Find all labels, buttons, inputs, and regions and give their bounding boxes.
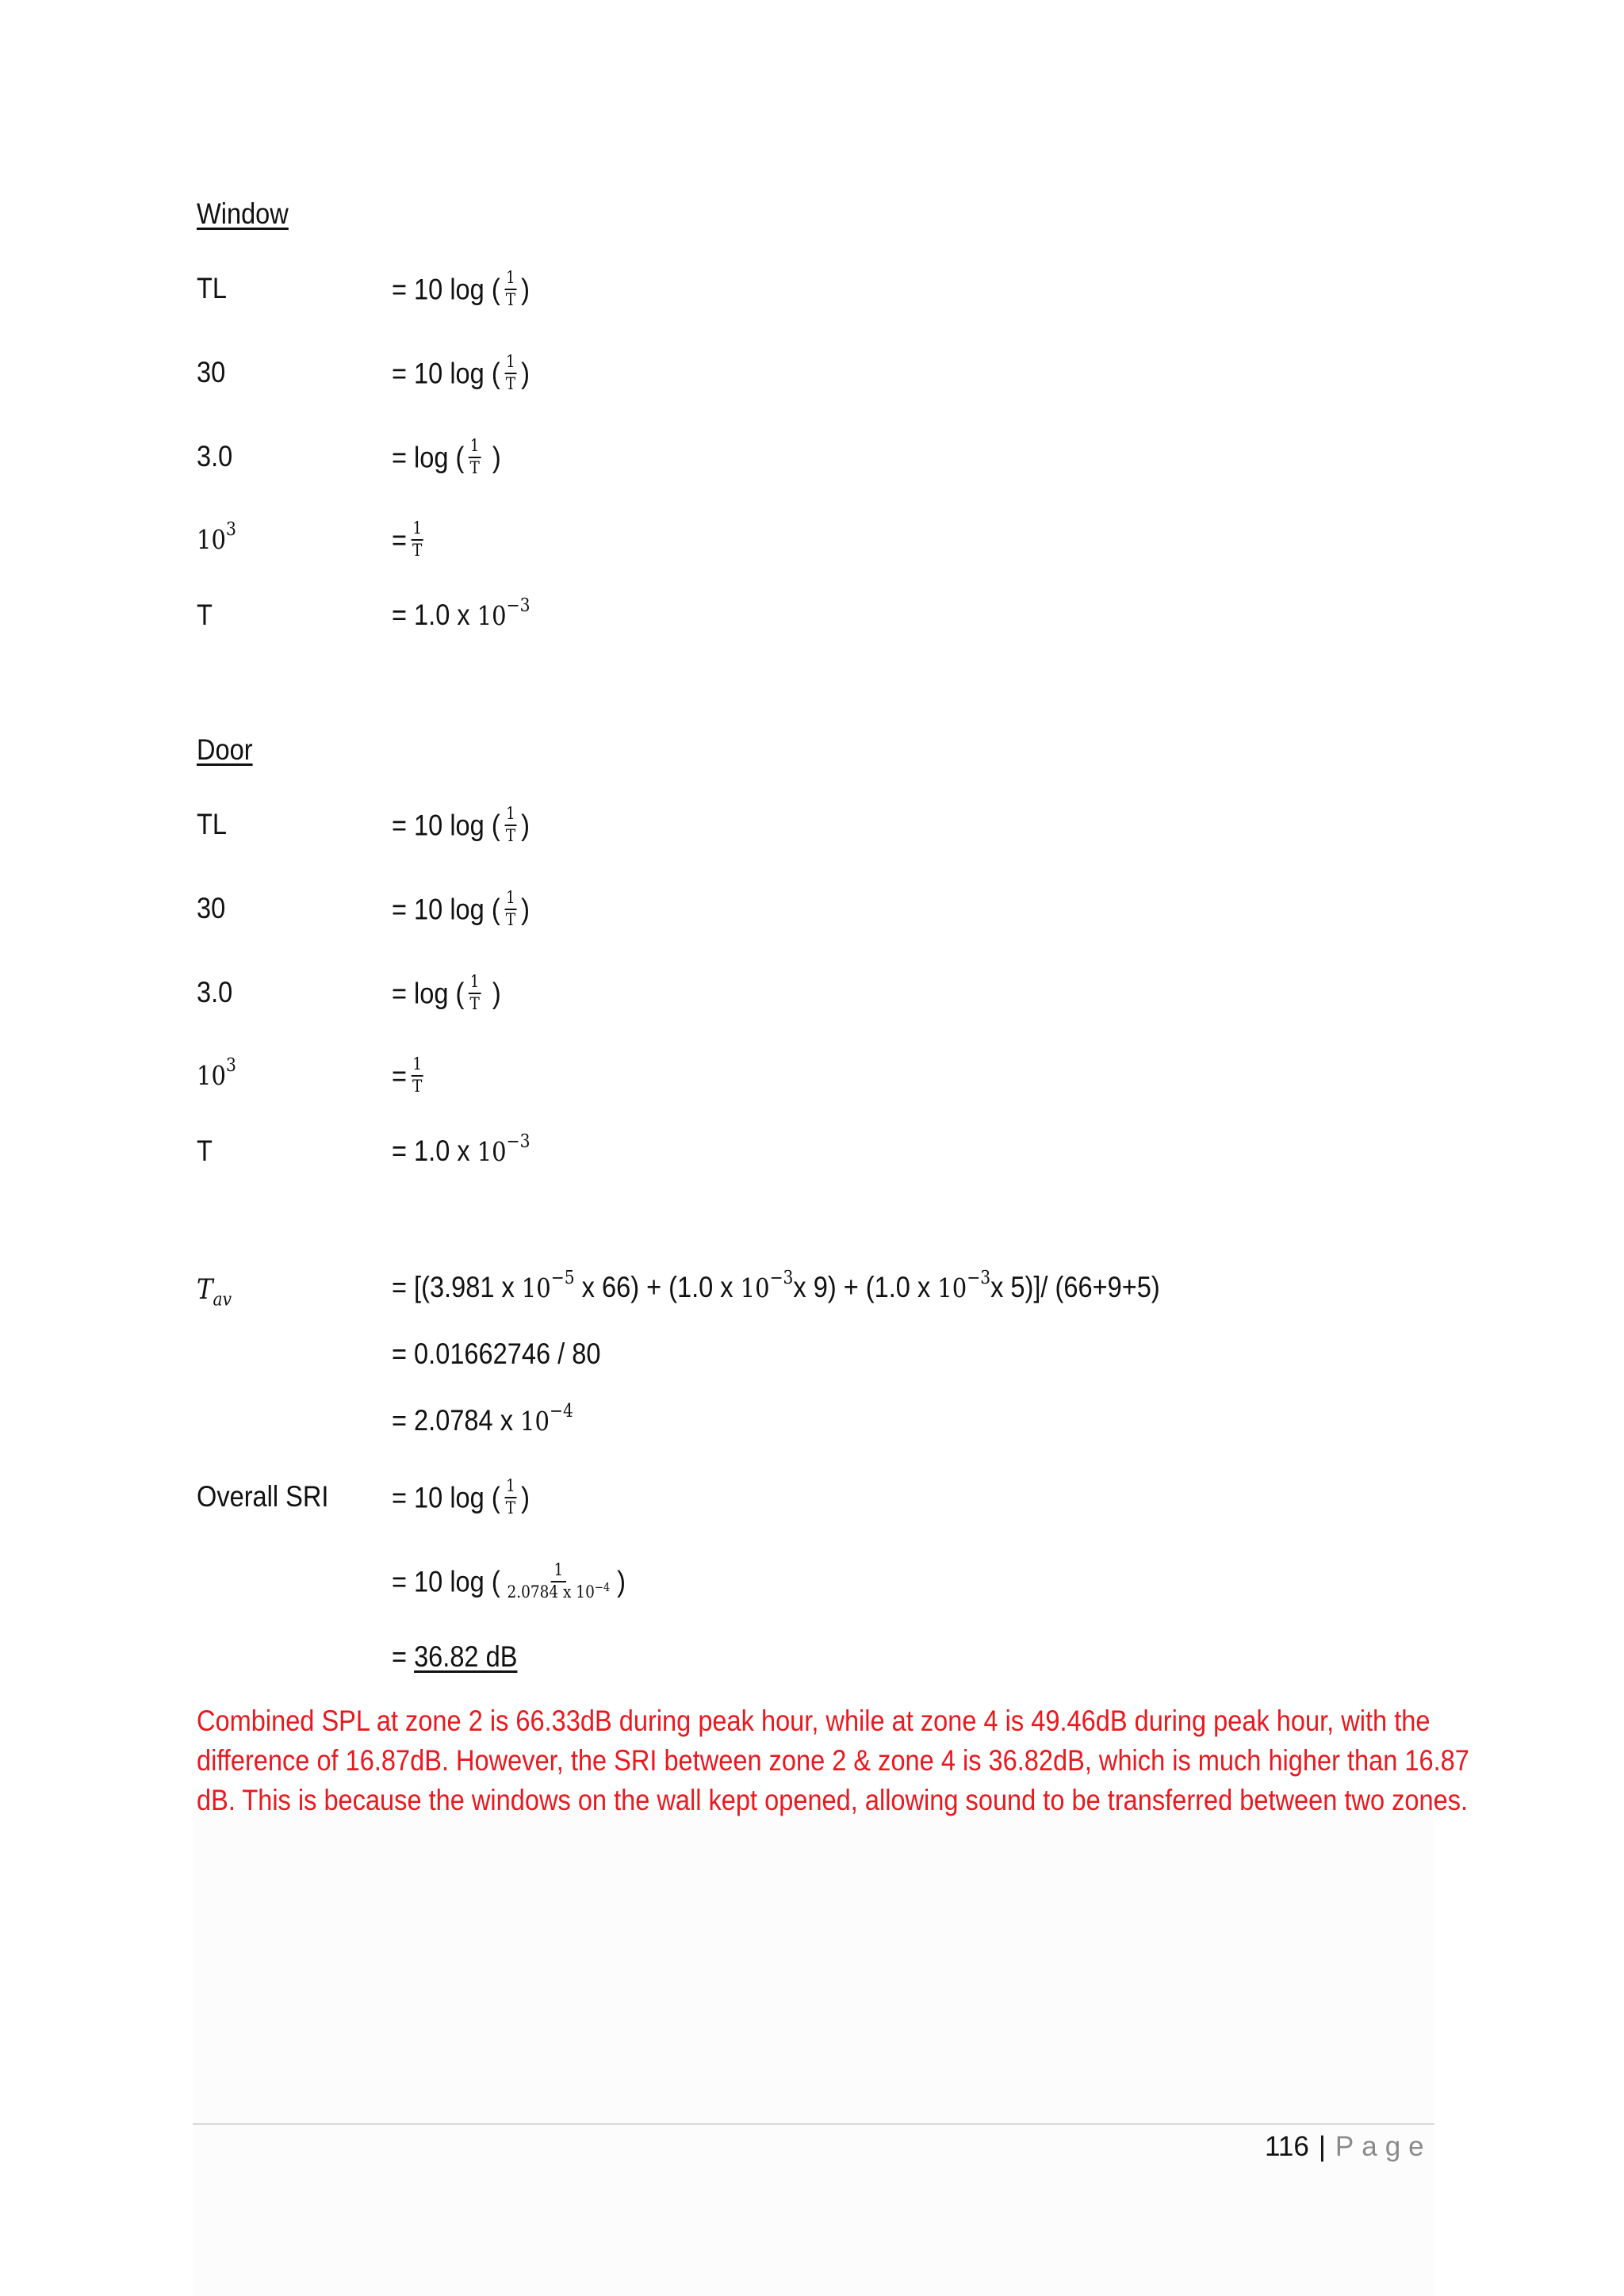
footer-separator: | (1318, 2131, 1326, 2162)
door-row2-lhs: 30 (197, 892, 226, 924)
door-heading: Door (197, 733, 253, 766)
fraction: $\frac{1}{T}$ (505, 1476, 516, 1517)
conclusion-line-2: difference of 16.87dB. However, the SRI between zone 2 & zone 4 is 36.82dB, which is much higher than 16.87 (197, 1744, 1469, 1777)
door-row4-rhs: = $\frac{1}{T}$ (392, 1054, 423, 1096)
window-row2-lhs: 30 (197, 356, 226, 388)
tav-line3: = 2.0784 x $10^{-4}$ (392, 1400, 573, 1437)
overall-sri-line1: = 10 log ( $\frac{1}{T}$ ) (392, 1476, 530, 1517)
fraction: $\frac{1}{2.0784 x 10^{-4}}$ (507, 1560, 611, 1601)
fraction: $\frac{1}{T}$ (469, 972, 480, 1013)
bottom-shade (193, 1808, 1434, 2296)
tav-lhs: $T_{av}$ (197, 1274, 232, 1311)
window-row1-lhs: TL (197, 272, 228, 304)
window-row1-rhs: = 10 log ( $\frac{1}{T}$ ) (392, 268, 530, 309)
window-row5-rhs: = 1.0 x $10^{-3}$ (392, 595, 530, 631)
page-number: 116 (1265, 2131, 1309, 2162)
fraction: $\frac{1}{T}$ (412, 1054, 423, 1096)
fraction: $\frac{1}{T}$ (505, 888, 516, 929)
window-row4-lhs: $10^3$ (197, 519, 236, 555)
conclusion-line-3: dB. This is because the windows on the wall kept opened, allowing sound to be transferred between two zones. (197, 1784, 1469, 1816)
window-row4-rhs: = $\frac{1}{T}$ (392, 519, 423, 560)
fraction: $\frac{1}{T}$ (469, 436, 480, 477)
door-row3-rhs: = log ( $\frac{1}{T}$ ) (392, 972, 501, 1013)
overall-sri-result-line: = 36.82 dB (392, 1640, 518, 1673)
page-footer (1265, 2130, 1432, 2164)
window-row5-lhs: T (197, 599, 213, 631)
overall-sri-label: Overall SRI (197, 1480, 329, 1513)
door-row5-rhs: = 1.0 x $10^{-3}$ (392, 1131, 530, 1167)
door-row1-lhs: TL (197, 808, 228, 840)
fraction: $\frac{1}{T}$ (505, 352, 516, 393)
door-row3-lhs: 3.0 (197, 976, 233, 1008)
overall-sri-line2: = 10 log ( $\frac{1}{2.0784 x 10^{-4}}$ ) (392, 1560, 626, 1601)
fraction: $\frac{1}{T}$ (412, 519, 423, 560)
window-row3-lhs: 3.0 (197, 440, 233, 473)
tav-line2: = 0.01662746 / 80 (392, 1337, 601, 1370)
door-row2-rhs: = 10 log ( $\frac{1}{T}$ ) (392, 888, 530, 929)
overall-sri-result: 36.82 dB (414, 1640, 518, 1673)
fraction: $\frac{1}{T}$ (505, 804, 516, 845)
window-row2-rhs: = 10 log ( $\frac{1}{T}$ ) (392, 352, 530, 393)
window-heading: Window (197, 197, 289, 230)
door-row1-rhs: = 10 log ( $\frac{1}{T}$ ) (392, 804, 530, 845)
fraction: $\frac{1}{T}$ (505, 268, 516, 309)
page-word: Page (1335, 2131, 1432, 2162)
door-row4-lhs: $10^3$ (197, 1054, 236, 1091)
conclusion-line-1: Combined SPL at zone 2 is 66.33dB during peak hour, while at zone 4 is 49.46dB during peak hour, with the (197, 1705, 1431, 1737)
footer-rule (193, 2123, 1434, 2125)
door-row5-lhs: T (197, 1135, 213, 1167)
window-row3-rhs: = log ( $\frac{1}{T}$ ) (392, 436, 501, 477)
conclusion-paragraph (197, 1701, 1469, 1820)
tav-line1: = [(3.981 x $10^{-5}$ x 66) + (1.0 x $10^{-3}x$ 9) + (1.0 x $10^{-3}x$ 5)]/ (66+9+5) (392, 1267, 1160, 1303)
